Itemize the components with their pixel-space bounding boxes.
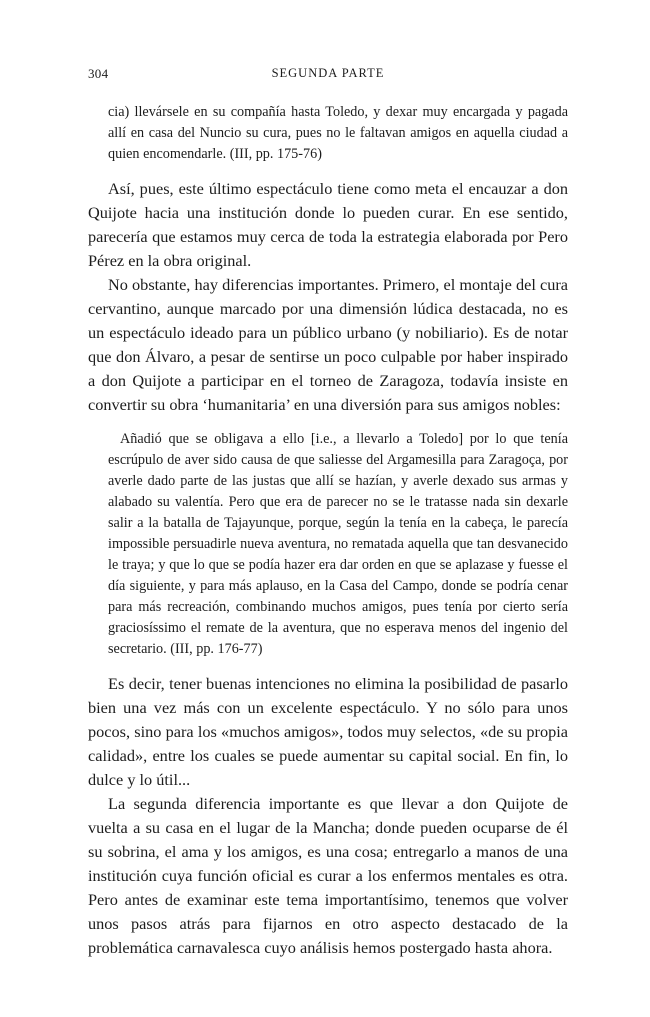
page-header	[88, 66, 568, 88]
running-head: SEGUNDA PARTE	[271, 66, 385, 80]
body-paragraph-1: Así, pues, este último espectáculo tiene como meta el encauzar a don Quijote hacia una institución donde lo pueden curar. En ese sentido, parecería que estamos muy cerca de toda la estrategia elaborada por Pero Pérez en la obra original.	[88, 179, 568, 270]
body-paragraph-3: Es decir, tener buenas intenciones no elimina la posibilidad de pasarlo bien una vez más con un excelente espectáculo. Y no sólo para unos pocos, sino para los «muchos amigos», todos muy selectos, «de su propia calidad», entre los cuales se puede aumentar su capital social. En fin, lo dulce y lo útil...	[88, 674, 568, 789]
block-quote-1: cia) llevársele en su compañía hasta Toledo, y dexar muy encargada y pagada allí en casa del Nuncio su cura, pues no le faltavan amigos en aquella ciudad a quien encomendarle. (III, pp. 175-76)	[108, 104, 568, 162]
body-paragraph-4: La segunda diferencia importante es que llevar a don Quijote de vuelta a su casa en el lugar de la Mancha; donde pueden ocuparse de él su sobrina, el ama y los amigos, es una cosa; entregarlo a manos de una institución cuya función oficial es curar a los enfermos mentales es otra. Pero antes de examinar este tema importantísimo, tenemos que volver unos pasos atrás para fijarnos en otro aspecto destacado de la problemática carnavalesca cuyo análisis hemos postergado hasta ahora.	[88, 794, 568, 957]
body-paragraph-2: No obstante, hay diferencias importantes. Primero, el montaje del cura cervantino, aunque marcado por una dimensión lúdica destacada, no es un espectáculo ideado para un público urbano (y nobiliario). Es de notar que don Álvaro, a pesar de sentirse un poco culpable por haber inspirado a don Quijote a participar en el torneo de Zaragoza, todavía insiste en convertir su obra ‘humanitaria’ en una diversión para sus amigos nobles:	[88, 275, 568, 414]
block-quote-2: Añadió que se obligava a ello [i.e., a llevarlo a Toledo] por lo que tenía escrúpulo de aver sido causa de que saliesse del Argamesilla para Zaragoça, por averle dado parte de las justas que allí se hazían, y averle dexado sus armas y alabado su valentía. Pero que era de parecer no se le tratasse nada sin dexarle salir a la batalla de Tajayunque, porque, según la tenía en la cabeça, le parecía impossible persuadirle nueva aventura, no rematada aquella que tan desvanecido le traya; y que lo que se podía hazer era dar orden en que se aplazase y fuesse el día siguiente, y para más aplauso, en la Casa del Campo, donde se podría cenar para más recreación, combinando muchos amigos, pues tenía por cierto sería graciosíssimo el remate de la aventura, que no esperava menos del ingenio del secretario. (III, pp. 176-77)	[108, 431, 568, 657]
page-number: 304	[88, 66, 109, 81]
book-page	[88, 66, 568, 960]
